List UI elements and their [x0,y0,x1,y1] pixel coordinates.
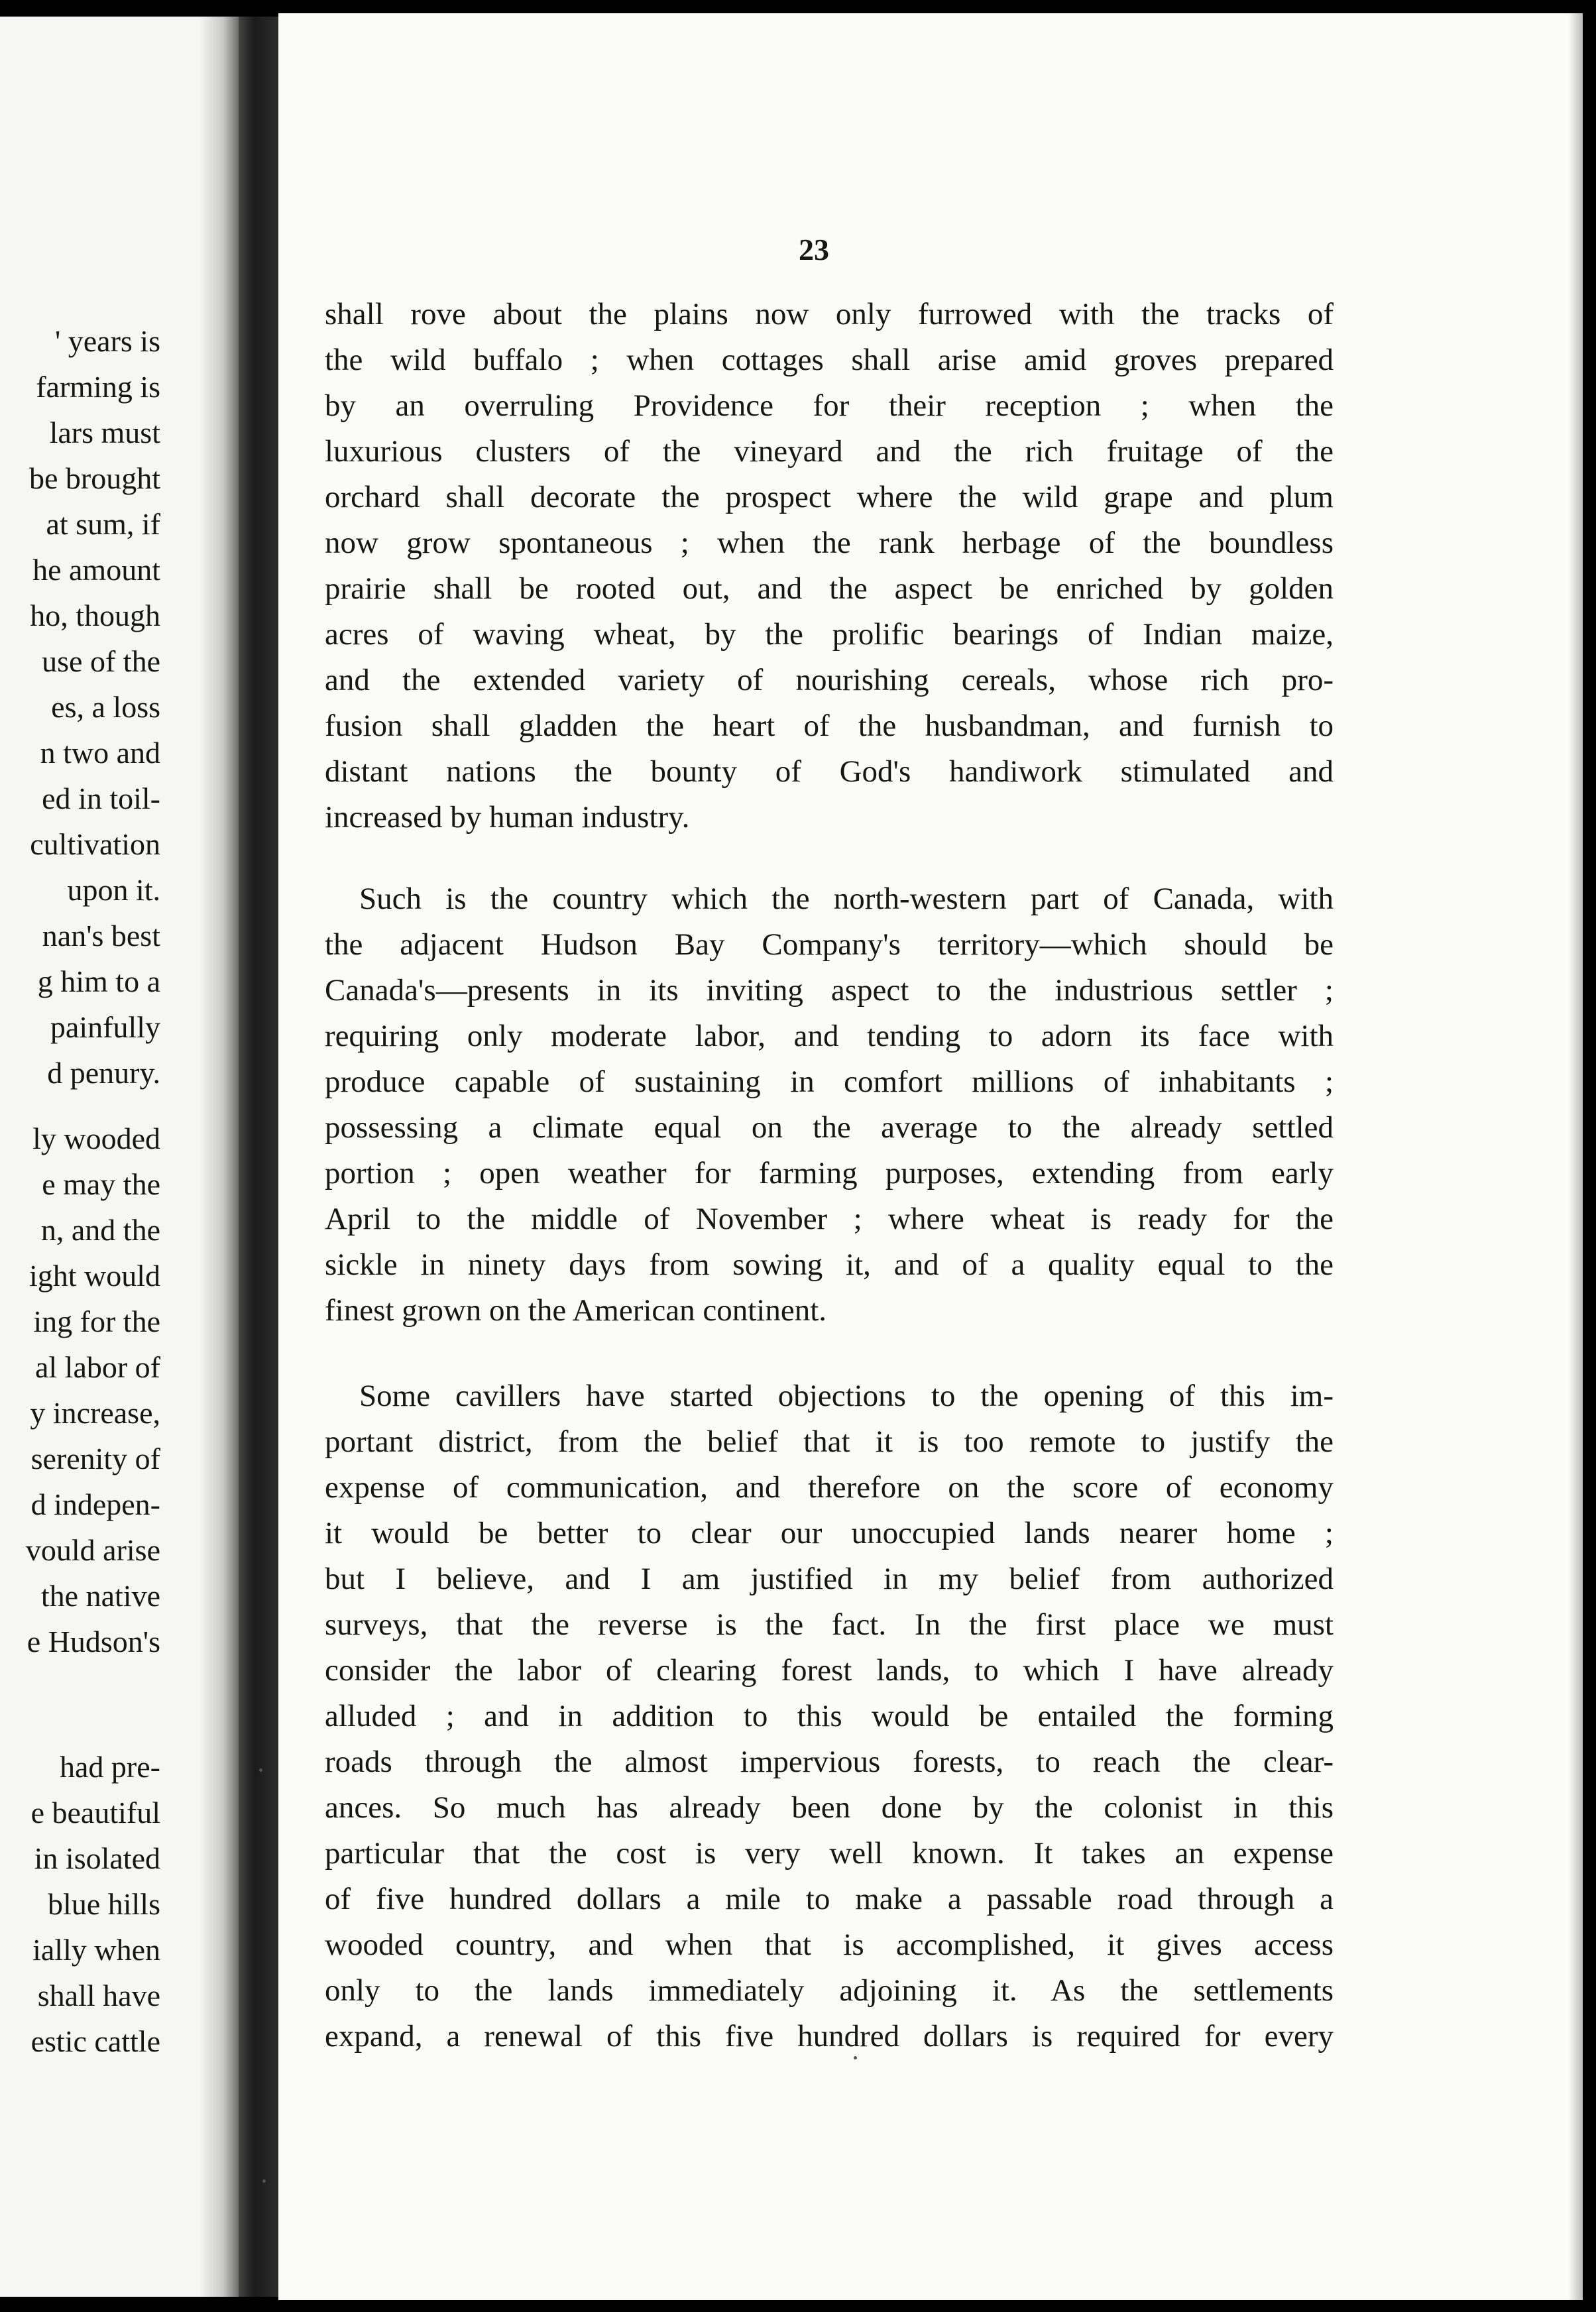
text-line: produce capable of sustaining in comfort millions of inhabitants ; [325,1065,1334,1099]
left-page [0,17,239,2297]
left-page-line: d penury. [47,1056,160,1090]
text-line: ances. So much has already been done by the colonist in this [325,1790,1334,1825]
left-page-line: e may the [42,1167,160,1201]
left-page-text [0,318,160,2064]
left-page-line: ly wooded [32,1122,160,1155]
left-page-line: upon it. [67,873,160,907]
left-page-line: had pre- [60,1750,160,1784]
text-line: acres of waving wheat, by the prolific bearings of Indian maize, [325,617,1334,652]
text-line: expand, a renewal of this five hundred dollars is required for every [325,2019,1334,2053]
left-page-line: use of the [42,644,160,678]
text-line: of five hundred dollars a mile to make a passable road through a [325,1882,1334,1916]
left-page-line: in isolated [34,1841,160,1875]
left-page-line: al labor of [34,1350,160,1384]
text-line: it would be better to clear our unoccupied lands nearer home ; [325,1516,1334,1550]
paragraph-gap [0,1664,160,1744]
left-page-line: ight would [28,1259,160,1293]
text-line: expense of communication, and therefore on the score of economy [325,1470,1334,1505]
text-line: the wild buffalo ; when cottages shall arise amid groves prepared [325,343,1334,377]
left-page-shadow [199,17,239,2297]
left-page-line: shall have [37,1979,160,2012]
text-line: finest grown on the American continent. [325,1293,827,1328]
left-page-line: nan's best [42,919,160,953]
scan-speck [259,1768,262,1772]
text-line: by an overruling Providence for their reception ; when the [325,388,1334,423]
scan-speck [262,2179,266,2183]
text-line: distant nations the bounty of God's handiwork stimulated and [325,754,1334,789]
page-body [325,292,1334,2059]
text-line: April to the middle of November ; where wheat is ready for the [325,1202,1334,1236]
paragraph-gap [0,1096,160,1116]
left-page-line: the native [40,1579,160,1613]
left-page-line: e beautiful [30,1796,160,1829]
left-page-line: vould arise [25,1533,160,1567]
left-page-line: ially when [32,1933,160,1967]
right-page-edge-shadow [1568,13,1583,2300]
left-page-line: n, and the [40,1213,160,1247]
text-line: consider the labor of clearing forest lands, to which I have already [325,1653,1334,1688]
text-line: orchard shall decorate the prospect where the wild grape and plum [325,480,1334,514]
text-line: fusion shall gladden the heart of the husbandman, and furnish to [325,709,1334,743]
left-page-line: lars must [49,416,160,449]
left-page-line: ' years is [54,324,160,358]
left-page-line: serenity of [30,1442,160,1475]
text-line: sickle in ninety days from sowing it, and of a quality equal to the [325,1247,1334,1282]
text-line: the adjacent Hudson Bay Company's territory—which should be [325,927,1334,962]
text-line: particular that the cost is very well known. It takes an expense [325,1836,1334,1871]
text-line: Some cavillers have started objections to the opening of this im- [359,1379,1334,1413]
left-page-line: estic cattle [30,2024,160,2058]
text-line: now grow spontaneous ; when the rank herbage of the boundless [325,526,1334,560]
text-line: requiring only moderate labor, and tending to adorn its face with [325,1019,1334,1053]
text-line: but I believe, and I am justified in my belief from authorized [325,1562,1334,1596]
left-page-line: at sum, if [46,507,160,541]
text-line: roads through the almost impervious forests, to reach the clear- [325,1745,1334,1779]
left-page-line: farming is [36,370,160,404]
text-line: and the extended variety of nourishing cereals, whose rich pro- [325,663,1334,697]
left-page-line: e Hudson's [27,1625,160,1658]
text-line: prairie shall be rooted out, and the aspect be enriched by golden [325,571,1334,606]
scan-speck [854,2056,857,2059]
left-page-line: painfully [50,1010,160,1044]
left-page-line: ed in toil- [42,781,160,815]
left-page-line: cultivation [30,827,160,861]
text-line: increased by human industry. [325,800,690,835]
page-number: 23 [799,233,829,266]
left-page-line: ing for the [33,1304,160,1338]
text-line: only to the lands immediately adjoining it. As the settlements [325,1973,1334,2008]
paragraph [325,1373,1334,2059]
left-page-line: d indepen- [30,1487,160,1521]
left-page-line: ho, though [30,599,160,632]
left-page-line: n two and [40,736,160,770]
text-line: possessing a climate equal on the average to the already settled [325,1110,1334,1145]
text-line: portion ; open weather for farming purposes, extending from early [325,1156,1334,1190]
left-page-line: be brought [28,461,160,495]
left-page-line: es, a loss [51,690,160,724]
text-line: luxurious clusters of the vineyard and the rich fruitage of the [325,434,1334,469]
text-line: Canada's—presents in its inviting aspect to the industrious settler ; [325,973,1334,1008]
text-line: Such is the country which the north-western part of Canada, with [359,882,1334,916]
book-gutter [239,17,278,2297]
paragraph [325,292,1334,840]
text-line: wooded country, and when that is accomplished, it gives access [325,1928,1334,1962]
left-page-line: g him to a [37,964,160,998]
text-line: portant district, from the belief that it is too remote to justify the [325,1424,1334,1459]
paragraph [325,876,1334,1334]
text-line: alluded ; and in addition to this would be entailed the forming [325,1699,1334,1733]
text-line: surveys, that the reverse is the fact. In the first place we must [325,1607,1334,1642]
left-page-line: y increase, [30,1396,160,1430]
text-line: shall rove about the plains now only furrowed with the tracks of [325,297,1334,331]
left-page-line: he amount [32,553,160,587]
left-page-line: blue hills [48,1887,160,1921]
